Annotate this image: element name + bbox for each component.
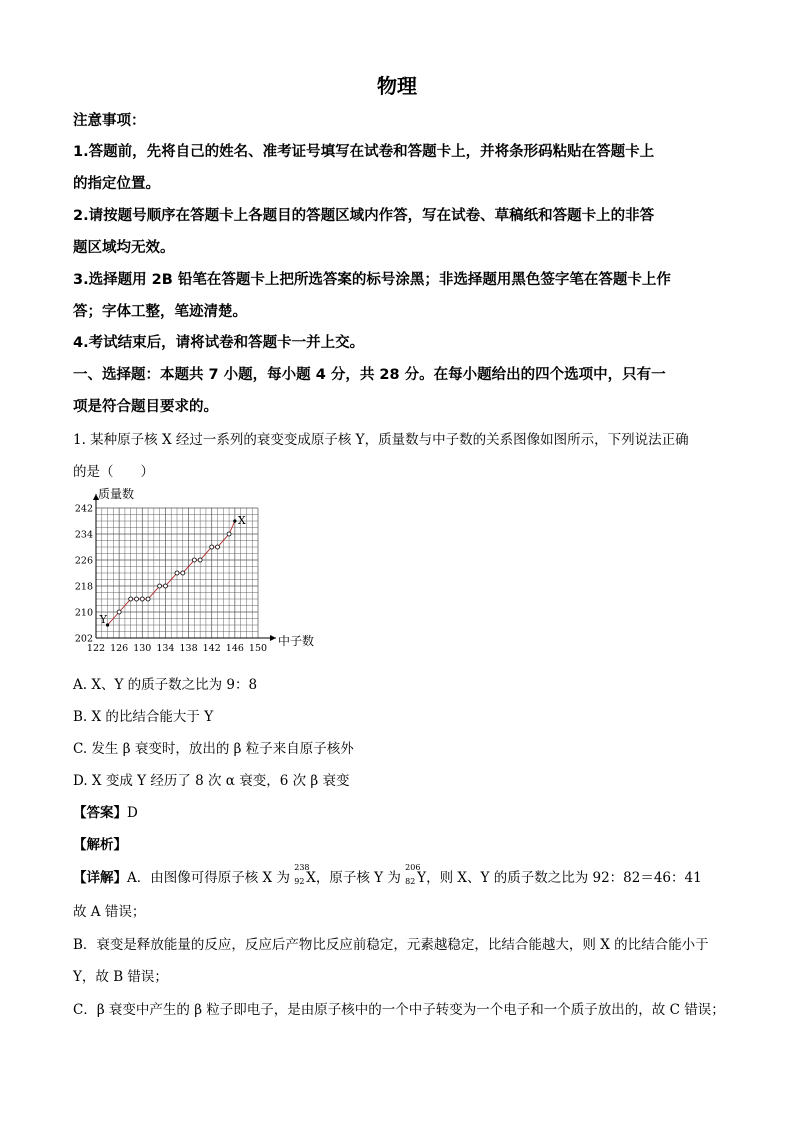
x-tick-label: 142	[202, 643, 221, 654]
x-tick-label: 122	[86, 643, 106, 654]
x-axis-label: 中子数	[278, 634, 315, 648]
question-stem-cont: 的是（ ）	[73, 464, 154, 480]
chart-marks	[99, 514, 246, 627]
detail-a-text: ，原子核 Y 为	[315, 870, 401, 886]
detail-b-line-cont: Y，故 B 错误；	[73, 969, 168, 985]
detail-c-line: C．β 衰变中产生的 β 粒子即电子，是由原子核中的一个中子转变为一个电子和一个质子放出的，故 C 错误；	[73, 1002, 725, 1018]
detail-a-text: ，则 X、Y 的质子数之比为 92：82＝46：41	[426, 870, 702, 886]
data-point	[192, 558, 196, 562]
chart-axes	[93, 494, 276, 641]
point-label: X	[237, 514, 246, 527]
analysis-label: 【解析】	[73, 837, 127, 853]
notes-heading: 注意事项：	[73, 113, 146, 129]
data-point	[117, 610, 121, 614]
data-point	[158, 584, 162, 588]
detail-a-conclusion: 故 A 错误；	[73, 904, 146, 920]
x-tick-label: 134	[156, 643, 175, 654]
section-heading-cont: 项是符合题目要求的。	[73, 399, 218, 415]
answer	[73, 801, 138, 821]
detail-label: 【详解】	[73, 870, 127, 886]
y-tick-label: 218	[74, 581, 93, 593]
detail-a-line	[73, 863, 702, 886]
x-axis-arrow	[270, 635, 276, 641]
page-title: 物理	[377, 74, 417, 98]
y-tick-label: 234	[74, 529, 93, 541]
detail-b-line: B．衰变是释放能量的反应，反应后产物比反应前稳定，元素越稳定，比结合能越大，则 X 的比结合能小于	[73, 937, 709, 953]
y-axis-label: 质量数	[98, 487, 135, 501]
x-tick-label: 146	[225, 643, 244, 654]
mass-neutron-chart	[70, 482, 330, 660]
data-point	[233, 519, 236, 522]
option-b: B. X 的比结合能大于 Y	[73, 709, 214, 725]
data-point	[181, 571, 185, 575]
option-a: A. X、Y 的质子数之比为 9：8	[73, 677, 258, 693]
data-point	[216, 545, 220, 549]
point-label: Y	[99, 613, 107, 626]
data-point	[175, 571, 179, 575]
note-line: 1.答题前，先将自己的姓名、准考证号填写在试卷和答题卡上，并将条形码粘贴在答题卡上	[73, 144, 655, 160]
note-line: 答；字体工整，笔迹清楚。	[73, 304, 247, 320]
y-tick-label: 202	[74, 633, 93, 645]
note-line: 的指定位置。	[73, 176, 160, 192]
note-line: 3.选择题用 2B 铅笔在答题卡上把所选答案的标号涂黑；非选择题用黑色签字笔在答题卡上作	[73, 272, 671, 288]
y-tick-label: 226	[74, 555, 93, 567]
data-point	[198, 558, 202, 562]
note-line: 2.请按题号顺序在答题卡上各题目的答题区域内作答，写在试卷、草稿纸和答题卡上的非答	[73, 208, 655, 224]
question-stem: 1. 某种原子核 X 经过一系列的衰变变成原子核 Y，质量数与中子数的关系图像如图所示，下列说法正确	[73, 432, 689, 448]
note-line: 题区域均无效。	[73, 240, 175, 256]
nuclide-x: 238 92 X	[294, 863, 316, 886]
data-point	[135, 597, 139, 601]
option-c: C. 发生 β 衰变时，放出的 β 粒子来自原子核外	[73, 741, 354, 757]
option-d: D. X 变成 Y 经历了 8 次 α 衰变，6 次 β 衰变	[73, 773, 350, 789]
data-point	[227, 532, 231, 536]
y-tick-label: 242	[74, 503, 93, 515]
answer-value: D	[127, 805, 138, 821]
section-heading: 一、选择题：本题共 7 小题，每小题 4 分，共 28 分。在每小题给出的四个选项中，只有一	[73, 367, 666, 383]
answer-label: 【答案】	[73, 805, 127, 821]
data-point	[129, 597, 133, 601]
note-line: 4.考试结束后，请将试卷和答题卡一并上交。	[73, 335, 365, 351]
data-point	[163, 584, 167, 588]
x-tick-label: 150	[248, 643, 268, 654]
data-point	[140, 597, 144, 601]
x-tick-label: 126	[110, 643, 129, 654]
x-tick-label: 138	[179, 643, 198, 654]
data-point	[146, 597, 150, 601]
nuclide-y: 206 82 Y	[405, 863, 427, 886]
y-tick-label: 210	[74, 607, 93, 619]
detail-a-text: A．由图像可得原子核 X 为	[127, 870, 290, 886]
data-point	[210, 545, 214, 549]
x-tick-label: 130	[133, 643, 152, 654]
